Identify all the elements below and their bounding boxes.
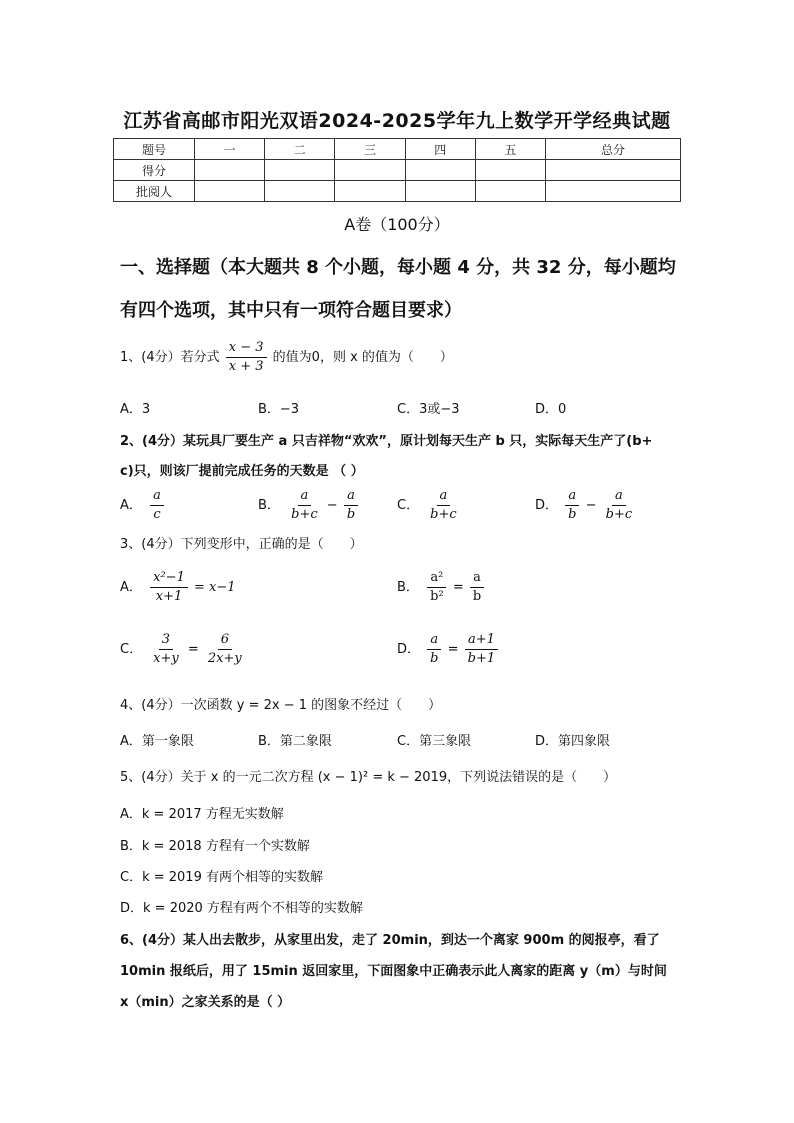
q3b-frac-left <box>427 570 447 605</box>
frac-den: c <box>153 507 161 522</box>
q1-frac-den: x + 3 <box>228 359 264 374</box>
score-header-cell: 总分 <box>546 139 681 160</box>
q3d-frac-right <box>465 632 499 667</box>
q1-frac-num: x − 3 <box>226 340 267 358</box>
score-table <box>113 138 681 202</box>
frac-num: a <box>470 570 484 588</box>
q2c-frac <box>427 488 460 523</box>
minus-sign: − <box>585 498 597 513</box>
score-table-row <box>114 160 681 181</box>
q2-option-label: C． <box>397 498 420 513</box>
q3d-frac-left <box>427 632 441 667</box>
equals-sign: = <box>452 580 464 595</box>
frac-num: a <box>344 488 358 506</box>
score-cell <box>335 160 405 181</box>
question-6-line3: x（min）之家关系的是（ ） <box>120 995 291 1010</box>
q3-option-b[interactable] <box>397 570 486 605</box>
q2-option-c[interactable] <box>397 488 462 523</box>
frac-den: x+1 <box>155 589 183 604</box>
frac-num: a <box>150 488 164 506</box>
q1-option-a[interactable]: A．3 <box>120 402 151 417</box>
frac-den: b+c <box>605 507 633 522</box>
score-cell <box>475 181 545 202</box>
q3-option-label: C． <box>120 642 143 657</box>
score-header-cell: 三 <box>335 139 405 160</box>
score-cell <box>546 160 681 181</box>
minus-sign: − <box>326 498 338 513</box>
frac-den: b+1 <box>467 651 496 666</box>
frac-num: x²−1 <box>150 570 188 588</box>
score-cell <box>195 160 265 181</box>
score-header-cell: 二 <box>265 139 335 160</box>
score-header-cell: 四 <box>405 139 475 160</box>
equals-sign: = <box>187 642 199 657</box>
q1-suffix: 的值为0，则 x 的值为（ ） <box>272 350 453 365</box>
score-cell <box>195 181 265 202</box>
q3-option-d[interactable] <box>397 632 500 667</box>
frac-num: a <box>298 488 312 506</box>
score-cell <box>405 160 475 181</box>
exam-title: 江苏省高邮市阳光双语2024-2025学年九上数学开学经典试题 <box>123 110 671 132</box>
frac-num: a+1 <box>465 632 498 650</box>
score-cell <box>265 160 335 181</box>
score-cell <box>265 181 335 202</box>
score-table-header-row <box>114 139 681 160</box>
q5-option-a[interactable]: A．k = 2017 方程无实数解 <box>120 807 284 822</box>
question-6-line2: 10min 报纸后，用了 15min 返回家里，下面图象中正确表示此人离家的距离 y（m）与时间 <box>120 964 667 979</box>
frac-den: x+y <box>153 651 179 666</box>
q4-option-a[interactable]: A．第一象限 <box>120 734 194 749</box>
q2-option-label: B． <box>258 498 280 513</box>
frac-den: b <box>430 651 439 666</box>
frac-num: 6 <box>218 632 232 650</box>
score-cell <box>475 160 545 181</box>
q5-option-c[interactable]: C．k = 2019 有两个相等的实数解 <box>120 870 323 885</box>
frac-den: b <box>568 507 577 522</box>
score-cell <box>405 181 475 202</box>
frac-num: a <box>565 488 579 506</box>
q3-option-label: A． <box>120 580 142 595</box>
section-a-title: A卷（100分） <box>344 215 450 234</box>
q4-option-c[interactable]: C．第三象限 <box>397 734 472 749</box>
q2d-frac-1 <box>565 488 579 523</box>
q4-option-b[interactable]: B．第二象限 <box>258 734 332 749</box>
q3a-rhs: = x−1 <box>194 580 236 595</box>
q5-option-b[interactable]: B．k = 2018 方程有一个实数解 <box>120 839 310 854</box>
score-table-row <box>114 181 681 202</box>
frac-den: b+c <box>430 507 457 522</box>
q1-option-d[interactable]: D．0 <box>535 402 567 417</box>
score-cell <box>335 181 405 202</box>
q5-option-d[interactable]: D．k = 2020 方程有两个不相等的实数解 <box>120 901 363 916</box>
q2a-frac <box>150 488 164 523</box>
q2d-frac-2 <box>603 488 636 523</box>
q1-option-b[interactable]: B．−3 <box>258 402 300 417</box>
q3-option-label: B． <box>397 580 419 595</box>
part1-heading-line2: 有四个选项，其中只有一项符合题目要求） <box>120 300 462 321</box>
q1-fraction <box>226 340 267 375</box>
q3c-frac-right <box>205 632 245 667</box>
q3-option-label: D． <box>397 642 421 657</box>
score-cell <box>546 181 681 202</box>
frac-den: b+c <box>291 507 318 522</box>
frac-num: a² <box>427 570 446 588</box>
frac-num: a <box>427 632 441 650</box>
q1-option-c[interactable]: C．3或−3 <box>397 402 460 417</box>
question-2-line2: c)只，则该厂提前完成任务的天数是 （ ） <box>120 464 364 479</box>
q4-option-d[interactable]: D．第四象限 <box>535 734 611 749</box>
frac-den: b <box>472 589 482 604</box>
question-2-line1: 2、(4分）某玩具厂要生产 a 只吉祥物“欢欢”，原计划每天生产 b 只，实际每天生产了(b+ <box>120 434 653 449</box>
q1-prefix: 1、(4分）若分式 <box>120 350 220 365</box>
q3b-frac-right <box>470 570 484 605</box>
q3a-frac <box>150 570 188 605</box>
equals-sign: = <box>447 642 459 657</box>
q3-option-c[interactable] <box>120 632 247 667</box>
score-header-cell: 一 <box>195 139 265 160</box>
question-1-stem <box>120 340 453 375</box>
frac-den: b <box>346 507 356 522</box>
q3-option-a[interactable] <box>120 570 236 605</box>
frac-num: a <box>437 488 451 506</box>
frac-num: 3 <box>159 632 173 650</box>
frac-den: 2x+y <box>207 651 242 666</box>
q2-option-d[interactable] <box>535 488 637 523</box>
frac-num: a <box>612 488 626 506</box>
score-row-label: 批阅人 <box>114 181 195 202</box>
q2b-frac-2 <box>344 488 358 523</box>
question-3-stem: 3、(4分）下列变形中，正确的是（ ） <box>120 537 363 552</box>
score-header-cell: 五 <box>475 139 545 160</box>
frac-den: b² <box>430 589 444 604</box>
question-4-stem: 4、(4分）一次函数 y = 2x − 1 的图象不经过（ ） <box>120 698 442 713</box>
score-row-label: 得分 <box>114 160 195 181</box>
score-header-cell: 题号 <box>114 139 195 160</box>
q2-option-b[interactable] <box>258 488 360 523</box>
part1-heading-line1: 一、选择题（本大题共 8 个小题，每小题 4 分，共 32 分，每小题均 <box>120 257 676 278</box>
q2-option-label: D． <box>535 498 559 513</box>
q2-option-label: A． <box>120 498 142 513</box>
q3c-frac-left <box>150 632 182 667</box>
question-6-line1: 6、(4分）某人出去散步，从家里出发，走了 20min，到达一个离家 900m 的阅报亭，看了 <box>120 933 660 948</box>
q2b-frac-1 <box>288 488 321 523</box>
question-5-stem: 5、(4分）关于 x 的一元二次方程 (x − 1)² = k − 2019，下列说法错误的是（ ） <box>120 770 617 785</box>
q2-option-a[interactable] <box>120 488 166 523</box>
